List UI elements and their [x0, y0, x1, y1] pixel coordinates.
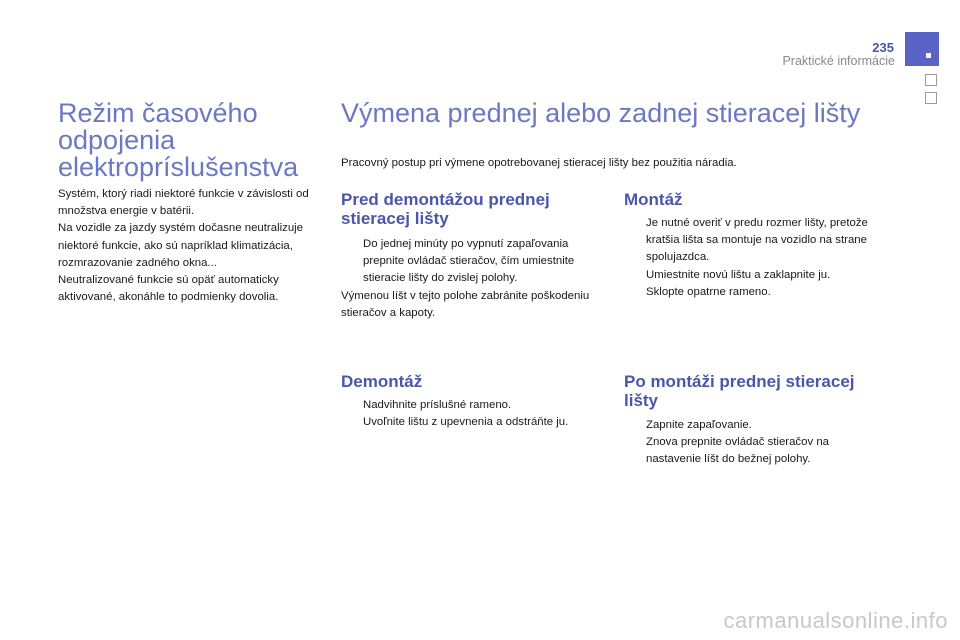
paragraph: Neutralizované funkcie sú opäť automaticky aktivované, akonáhle to podmienky dovolia.	[58, 274, 279, 304]
section-heading-mounting: Montáž	[624, 190, 683, 209]
list-item: Uvoľnite lištu z upevnenia a odstráňte ju.	[363, 416, 569, 429]
list-item: Umiestnite novú lištu a zaklapnite ju.	[646, 268, 831, 281]
chapter-tab[interactable]	[925, 74, 937, 86]
section-title: Praktické informácie	[782, 54, 895, 68]
list-item: Zapnite zapaľovanie.	[646, 419, 752, 431]
chapter-tab-active[interactable]	[905, 32, 939, 66]
paragraph: Systém, ktorý riadi niektoré funkcie v závislosti od množstva energie v batérii.	[58, 188, 309, 218]
section-before	[341, 236, 593, 322]
section-heading-after: Po montáži prednej stieracej lišty	[624, 372, 855, 410]
paragraph: Na vozidle za jazdy systém dočasne neutralizuje niektoré funkcie, ako sú napríklad klimatizácia, rozmrazovanie zadného okna...	[58, 222, 304, 269]
list-item: Nadvihnite príslušné rameno.	[363, 399, 512, 411]
intro-text: Pracovný postup pri výmene opotrebovanej stieracej lišty bez použitia náradia.	[341, 157, 737, 169]
square-icon	[926, 53, 931, 58]
list-item: Je nutné overiť v predu rozmer lišty, pretože kratšia lišta sa montuje na vozidlo na strane spolujazdca.	[646, 217, 868, 264]
list-item: Znova prepnite ovládač stieračov na nastavenie líšt do bežnej polohy.	[646, 436, 829, 466]
left-body	[58, 186, 320, 306]
watermark: carmanualsonline.info	[723, 608, 948, 633]
section-mounting	[624, 215, 886, 301]
right-title: Výmena prednej alebo zadnej stieracej lišty	[341, 98, 861, 128]
left-title: Režim časového odpojenia elektropríslušenstva	[58, 98, 299, 182]
section-removal	[341, 397, 603, 431]
list-item: Sklopte opatrne rameno.	[646, 285, 771, 298]
list-item: Do jednej minúty po vypnutí zapaľovania prepnite ovládač stieračov, čím umiestnite stieracie lišty do zvislej polohy.	[363, 238, 575, 285]
page-number: 235	[872, 40, 894, 55]
chapter-tab[interactable]	[925, 92, 937, 104]
section-heading-before: Pred demontážou prednej stieracej lišty	[341, 190, 550, 228]
note-text: Výmenou líšt v tejto polohe zabránite poškodeniu stieračov a kapoty.	[341, 289, 590, 319]
section-heading-removal: Demontáž	[341, 372, 423, 391]
section-after	[624, 417, 886, 469]
